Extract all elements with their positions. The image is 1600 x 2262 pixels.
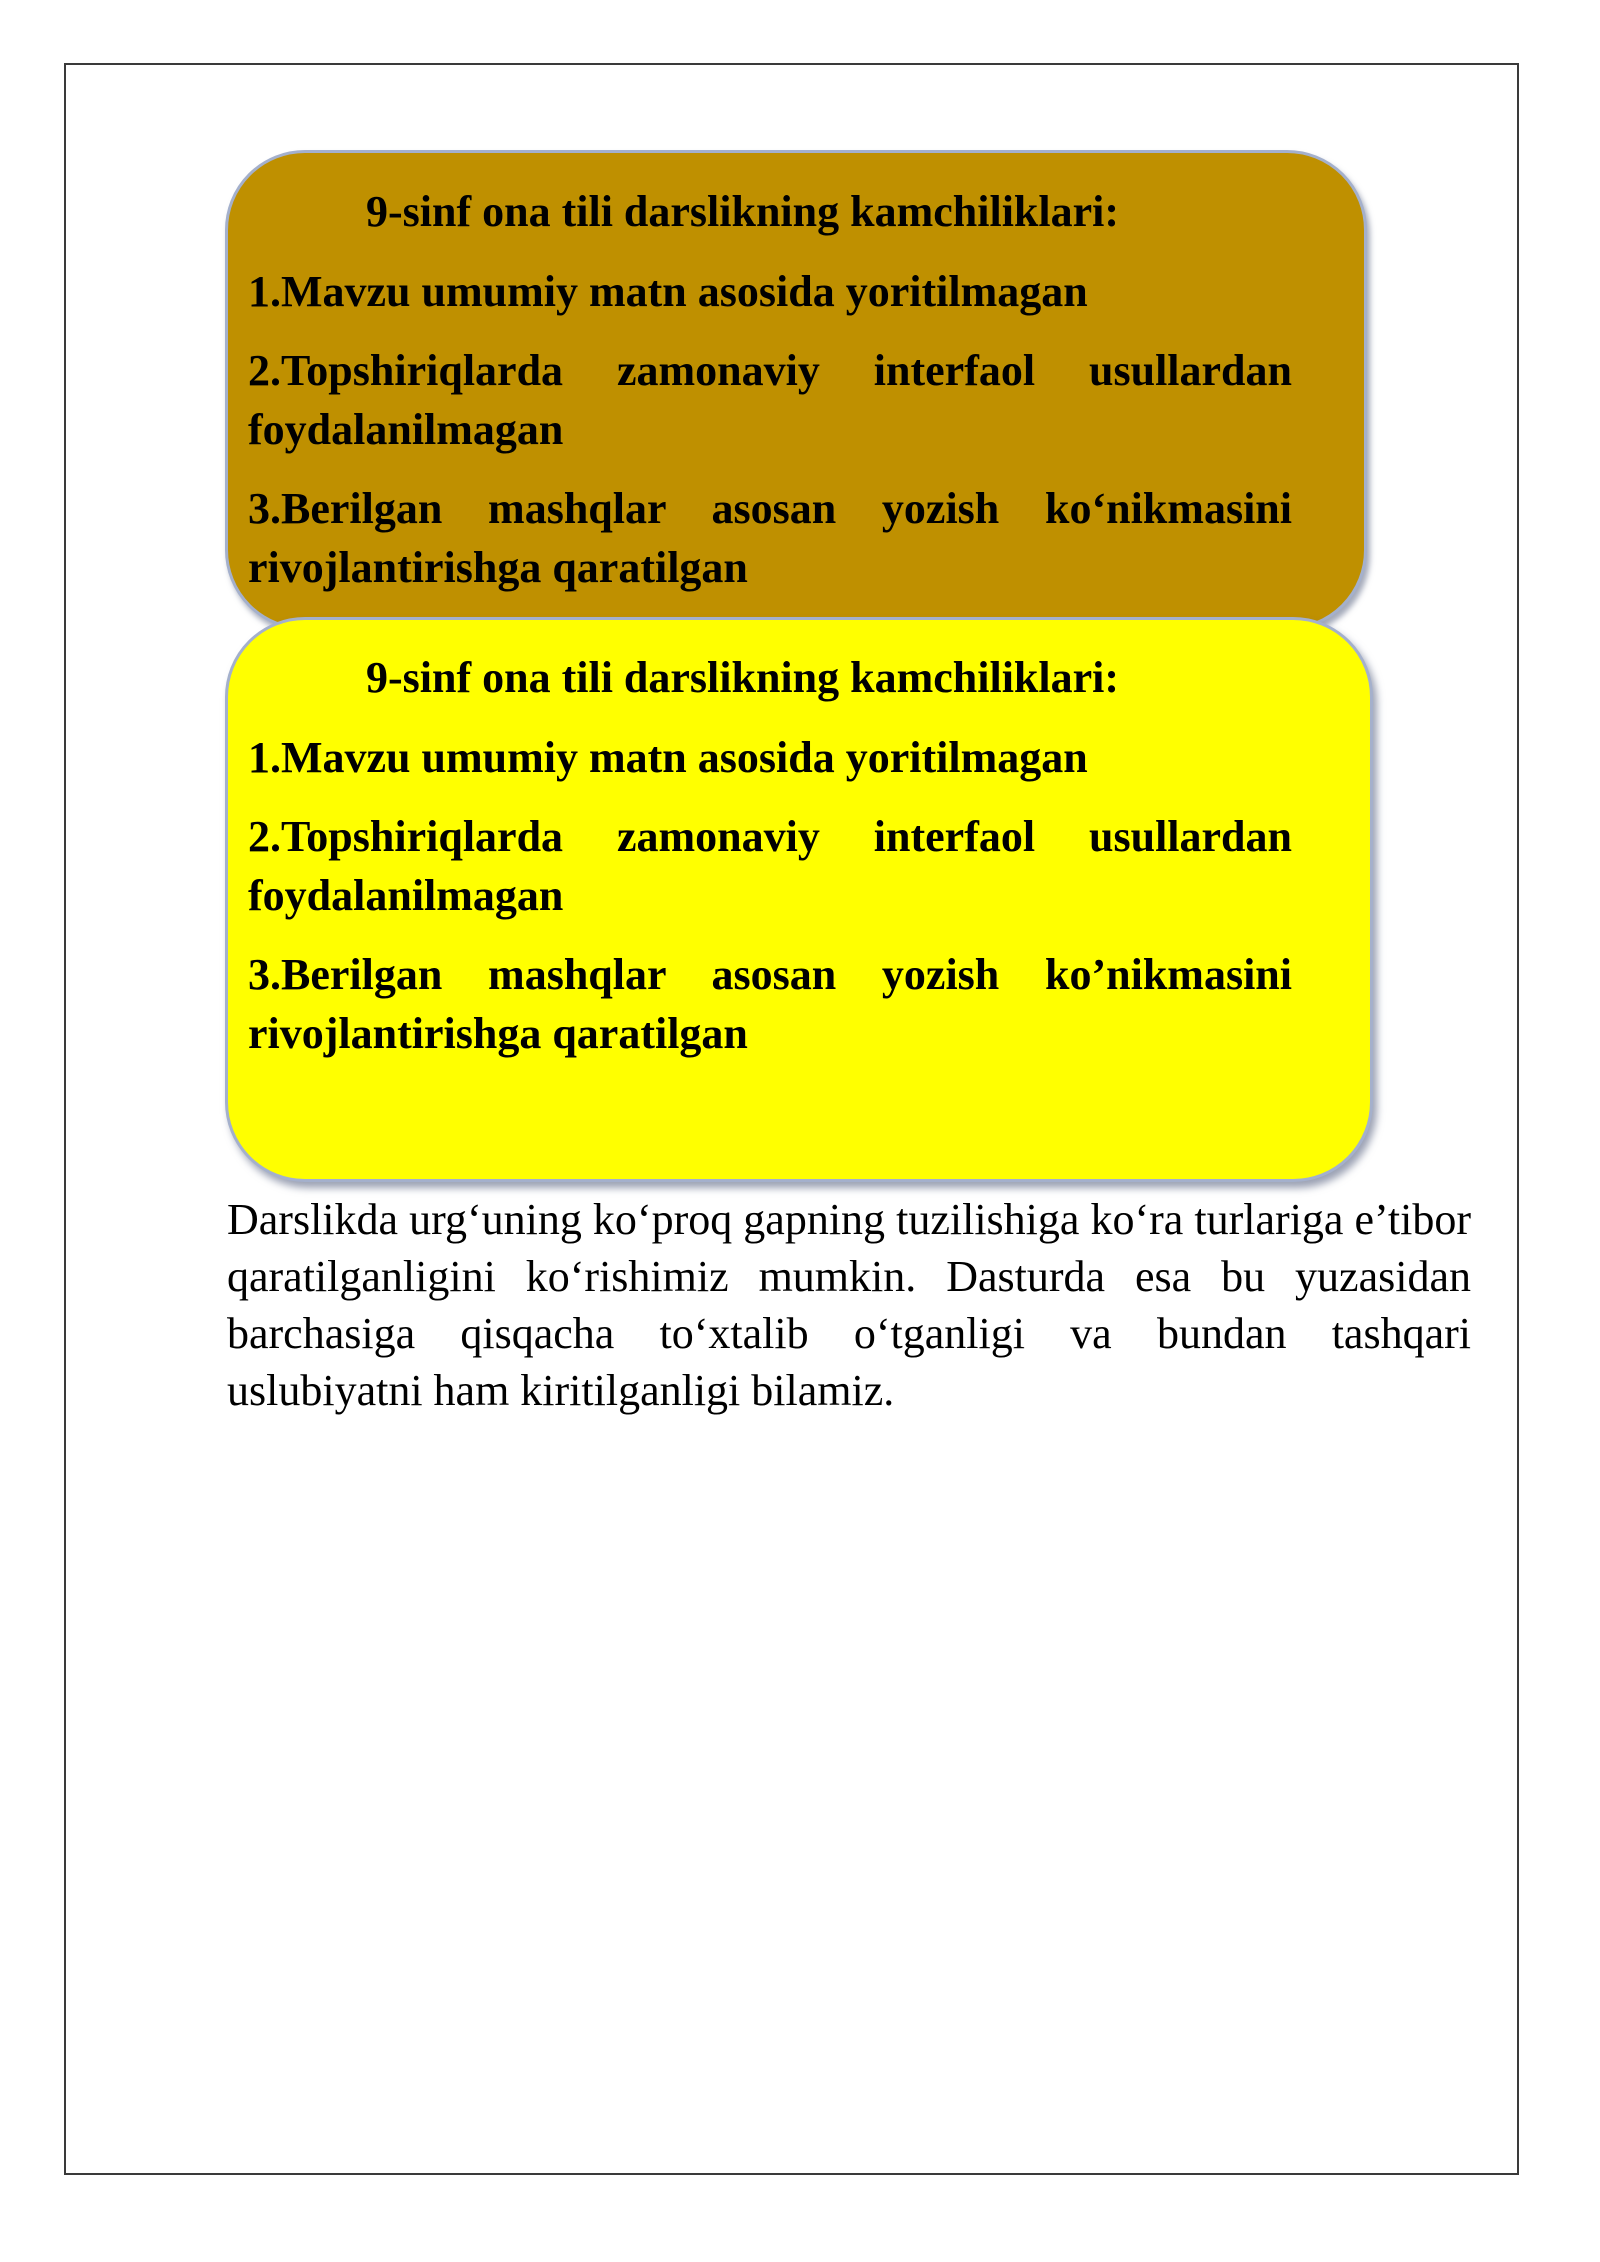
list-item: 2.Topshiriqlarda zamonaviy interfaol usullardan foydalanilmagan xyxy=(248,346,1292,454)
list-item: 3.Berilgan mashqlar asosan yozish ko‘nikmasini rivojlantirishga qaratilgan xyxy=(248,484,1292,592)
list-item: 1.Mavzu umumiy matn asosida yoritilmagan xyxy=(248,267,1088,316)
box-title: 9-sinf ona tili darslikning kamchiliklari: xyxy=(366,653,1120,702)
shortcomings-box-gold xyxy=(225,150,1367,630)
box-title: 9-sinf ona tili darslikning kamchiliklari: xyxy=(366,187,1120,236)
body-paragraph: Darslikda urg‘uning ko‘proq gapning tuzilishiga ko‘ra turlariga e’tibor qaratilganligini ko‘rishimiz mumkin. Dasturda esa bu yuzasidan barchasiga qisqacha to‘xtalib o‘tganligi va bundan tashqari uslubiyatni ham kiritilganligi bilamiz. xyxy=(227,1195,1471,1415)
list-item: 2.Topshiriqlarda zamonaviy interfaol usullardan foydalanilmagan xyxy=(248,812,1292,920)
list-item: 3.Berilgan mashqlar asosan yozish ko’nikmasini rivojlantirishga qaratilgan xyxy=(248,950,1292,1058)
shortcomings-box-yellow xyxy=(225,617,1373,1182)
list-item: 1.Mavzu umumiy matn asosida yoritilmagan xyxy=(248,733,1088,782)
